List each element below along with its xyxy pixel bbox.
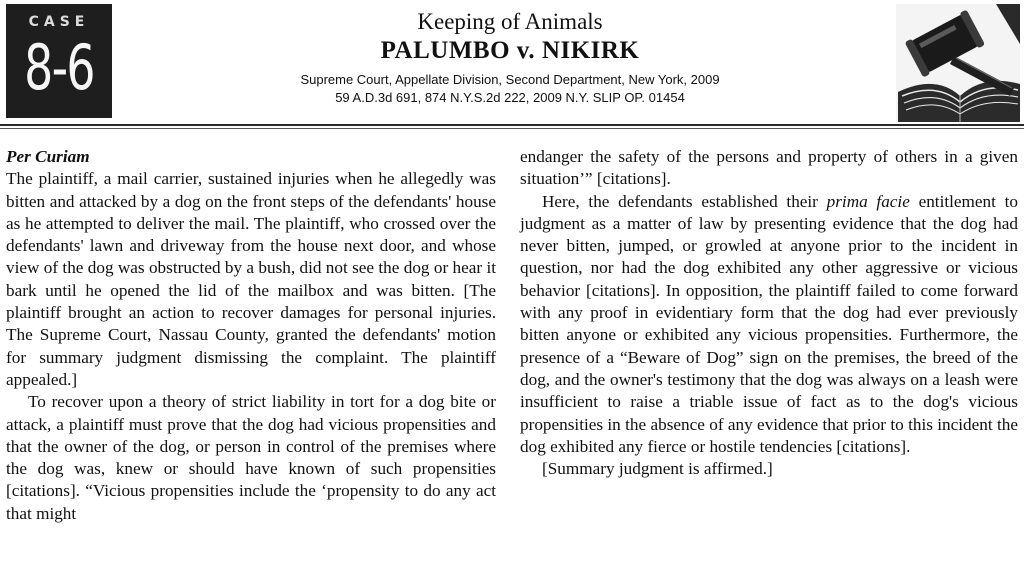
header-rule	[0, 124, 1024, 126]
analysis-text-after: entitlement to judgment as a matter of law by presenting evidence that the dog had never bitten, jumped, or growled at anyone prior to the incident in question, nor had the dog exhibited any other aggressive or vicious behavior [citations]. In opposition, the plaintiff failed to come forward with any proof in evidentiary form that the dog had ever previously bitten anyone or exhibited any vicious propensities. Furthermore, the presence of a “Beware of Dog” sign on the premises, the breed of the dog, and the owner's testimony that the dog was always on a leash were insufficient to raise a triable issue of fact as to the dog's vicious propensities in the absence of any evidence that prior to this incident the dog exhibited any fierce or hostile tendencies [citations].	[520, 191, 1018, 456]
analysis-text-before: Here, the defendants established their	[542, 191, 827, 211]
paragraph-holding: [Summary judgment is affirmed.]	[542, 459, 773, 479]
paragraph-rule-part1: To recover upon a theory of strict liability in tort for a dog bite or attack, a plaintiff must prove that the dog had vicious propensities and that the owner of the dog, or person in control of the premises where the dog was, knew or should have known of such propensities [citations]. “Vicious propensities include the ‘propensity to do any act that might	[6, 392, 496, 523]
citation-line: 59 A.D.3d 691, 874 N.Y.S.2d 222, 2009 N.Y. SLIP OP. 01454	[335, 90, 685, 105]
paragraph-analysis	[520, 191, 1018, 459]
case-number: 8-6	[24, 31, 94, 104]
title-block	[150, 8, 870, 107]
case-header	[0, 0, 1024, 128]
opinion-heading: Per Curiam	[6, 147, 90, 166]
right-column	[520, 146, 1018, 480]
court-line: Supreme Court, Appellate Division, Second Department, New York, 2009	[300, 72, 720, 87]
gavel-and-book-icon	[896, 4, 1020, 122]
paragraph-facts: The plaintiff, a mail carrier, sustained injuries when he allegedly was bitten and attacked by a dog on the front steps of the defendants' house as he attempted to deliver the mail. The plaintiff, who crossed over the defendants' lawn and driveway from the house next door, and whose view of the dog was obstructed by a bush, did not see the dog or hear it bark until he opened the lid of the mailbox and was bitten. [The plaintiff brought an action to recover damages for personal injuries. The Supreme Court, Nassau County, granted the defendants' motion for summary judgment dismissing the complaint. The plaintiff appealed.]	[6, 169, 496, 389]
case-label: CASE	[28, 14, 90, 30]
header-rule-thin	[0, 128, 1024, 129]
analysis-text-italic: prima facie	[826, 191, 910, 211]
paragraph-rule-part2: endanger the safety of the persons and property of others in a given situation’” [citations].	[520, 147, 1018, 189]
case-badge	[6, 4, 112, 118]
topic-title: Keeping of Animals	[417, 9, 603, 34]
left-column	[6, 146, 496, 525]
case-name: PALUMBO v. NIKIRK	[380, 37, 640, 64]
